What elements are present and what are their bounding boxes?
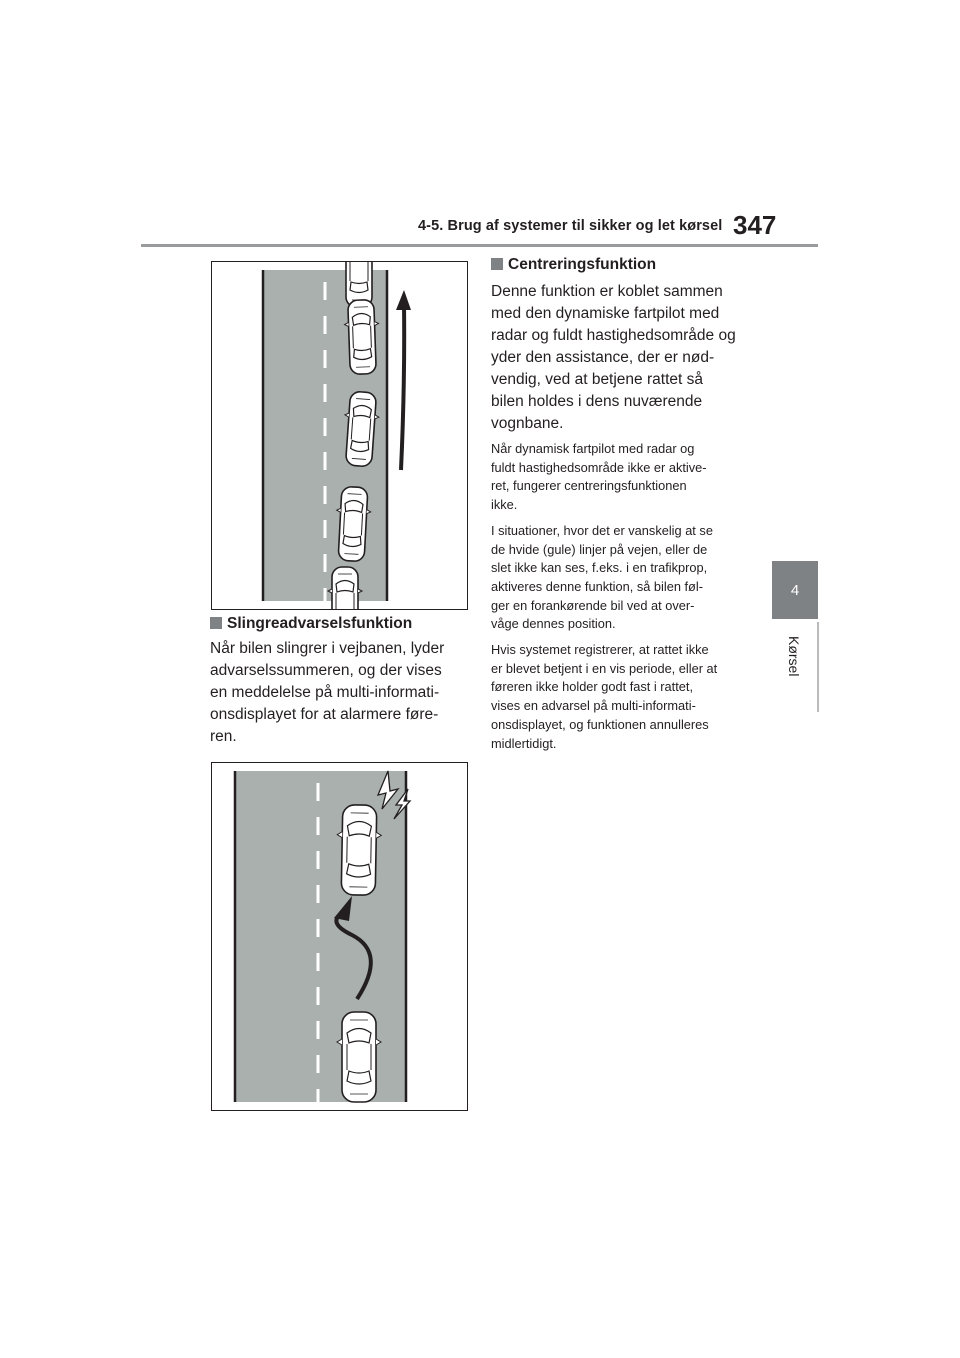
text-line: aktiveres denne funktion, så bilen føl- [491,578,703,594]
text-line: vendig, ved at betjene rattet så [491,371,703,388]
text-line: radar og fuldt hastighedsområde og [491,327,736,344]
text-line: onsdisplayet for at alarmere føre- [210,706,439,723]
text-line: fuldt hastighedsområde ikke er aktive- [491,459,707,475]
bullet-square-icon [210,617,222,629]
sway-warning-heading: Slingreadvarselsfunktion [210,615,412,633]
note-paragraph [491,641,751,753]
text-line: advarselssummeren, og der vises [210,662,442,679]
car-icon [328,567,362,609]
text-line: ger en forankørende bil ved at over- [491,597,695,613]
text-line: en meddelelse på multi-informati- [210,684,440,701]
text-line: våge dennes position. [491,616,616,632]
header-divider [141,244,818,247]
road-surface [235,771,406,1102]
text-line: bilen holdes i dens nuværende [491,393,703,410]
centering-heading: Centreringsfunktion [491,256,656,274]
text-line: onsdisplayet, og funktionen annulleres [491,716,709,732]
text-line: Når dynamisk fartpilot med radar og [491,441,695,456]
section-header-title: 4-5. Brug af systemer til sikker og let kørsel [418,218,723,234]
text-line: vises en advarsel på multi-informati- [491,698,696,714]
arrow-up-icon [401,304,404,470]
centering-illustration [211,261,468,610]
centering-notes [491,440,751,760]
car-icon [337,1012,381,1102]
text-line: er blevet betjent i en vis periode, eller at [491,660,718,676]
text-line: Hvis systemet registrerer, at rattet ikke [491,642,709,658]
page-number: 347 [733,210,777,240]
car-icon [336,805,382,896]
sway-warning-illustration [211,762,468,1111]
sway-warning-description [210,638,468,748]
text-line: ikke. [491,497,518,513]
bullet-square-icon [491,258,503,270]
text-line: Denne funktion er koblet sammen [491,283,723,300]
text-line: de hvide (gule) linjer på vejen, eller de [491,541,708,557]
side-divider [817,622,819,712]
text-line: føreren ikke holder godt fast i rattet, [491,679,694,695]
centering-illustration-svg [212,262,467,609]
text-line: slet ikke kan ses, f.eks. i en trafikprop, [491,560,708,576]
chapter-number: 4 [790,582,800,599]
car-icon [344,299,381,374]
centering-description [491,281,751,435]
chapter-label-text: Kørsel [786,636,802,677]
text-line: I situationer, hvor det er vanskelig at se [491,522,713,538]
text-line: ret, fungerer centreringsfunktionen [491,478,687,494]
text-line: vognbane. [491,415,564,432]
text-line: midlertidigt. [491,735,557,751]
text-line: med den dynamiske fartpilot med [491,305,720,322]
sway-warning-illustration-svg [212,763,467,1110]
text-line: Når bilen slingrer i vejbanen, lyder [210,640,445,657]
text-line: yder den assistance, der er nød- [491,349,715,366]
note-paragraph [491,522,751,634]
note-paragraph [491,440,751,515]
chapter-label [771,636,817,696]
text-line: ren. [210,728,237,745]
